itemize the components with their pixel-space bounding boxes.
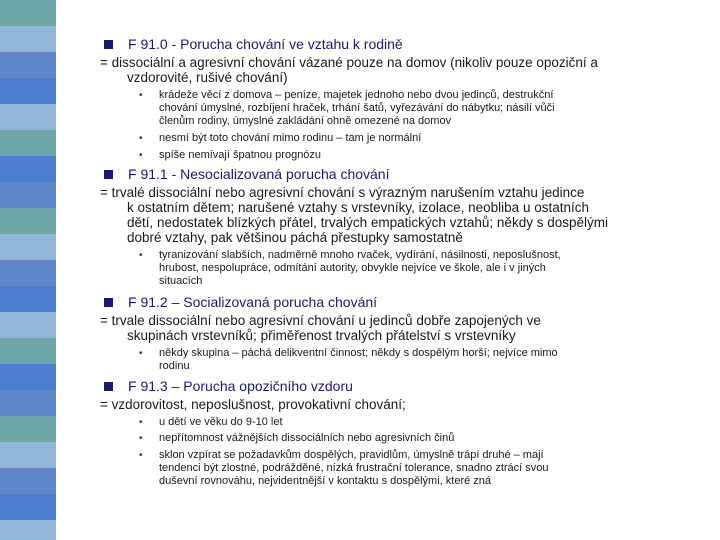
list-bullet: •	[139, 150, 143, 161]
list-item-line: chování úmyslné, rozbíjení hraček, trhání šatů, vyřezávání do nábytku; násilí vůči	[159, 102, 555, 114]
section-definition-line: dětí, nedostatek blízkých přátel, trvalých empatických vztahů; někdy s dospělými	[127, 215, 608, 230]
list-item-line: nepřítomnost vážnějších dissociálních nebo agresivních činů	[159, 432, 455, 444]
list-bullet: •	[139, 450, 143, 461]
section-definition-line: dobré vztahy, pak většinou páchá přestupky samostatně	[127, 230, 463, 245]
list-item-line: sklon vzpírat se požadavkům dospělých, pravidlům, úmyslně trápí druhé – mají	[159, 449, 544, 461]
section-heading-f911: F 91.1 - Nesocializovaná porucha chování	[128, 166, 390, 182]
list-item-line: spíše nemívají špatnou prognózu	[159, 149, 322, 161]
heading-bullet-square	[104, 40, 113, 49]
list-item-line: rodinu	[159, 360, 190, 372]
section-definition-line: = trvalé dissociální nebo agresivní chování s výrazným narušením vztahu jedince	[100, 185, 585, 200]
list-bullet: •	[139, 133, 143, 144]
section-definition-line: = dissociální a agresivní chování vázané pouze na domov (nikoliv pouze opoziční a	[100, 55, 598, 70]
list-item-line: hrubost, nespolupráce, odmítání autority, obvykle nejvíce ve škole, ale i v jiných	[159, 262, 546, 274]
heading-bullet-square	[104, 298, 113, 307]
list-bullet: •	[139, 250, 143, 261]
list-item-line: tyranizování slabších, nadměrně mnoho rvaček, vydírání, násilnosti, neposlušnost,	[159, 249, 561, 261]
list-item-line: někdy skupina – páchá delikventní činnost; někdy s dospělým horší; nejvíce mimo	[159, 347, 558, 359]
list-item-line: situacích	[159, 275, 203, 287]
section-definition-line: skupinách vrstevníků; přiměřenost trvalých přátelství s vrstevníky	[127, 328, 516, 343]
list-item-line: krádeže věcí z domova – peníze, majetek jednoho nebo dvou jedinců, destrukční	[159, 89, 554, 101]
section-definition-line: vzdorovité, rušivé chování)	[127, 70, 288, 85]
heading-bullet-square	[104, 382, 113, 391]
list-item-line: tendenci být zlostné, podrážděné, nízká frustrační tolerance, snadno ztrácí svou	[159, 462, 549, 474]
list-bullet: •	[139, 433, 143, 444]
list-item-line: členům rodiny, úmyslné zakládání ohně omezené na domov	[159, 115, 452, 127]
section-definition-line: k ostatním dětem; narušené vztahy s vrstevníky, izolace, neobliba u ostatních	[127, 200, 589, 215]
section-heading-f910: F 91.0 - Porucha chování ve vztahu k rodině	[128, 36, 403, 52]
list-bullet: •	[139, 90, 143, 101]
section-definition-line: = vzdorovitost, neposlušnost, provokativní chování;	[100, 397, 406, 412]
section-definition-line: = trvale dissociální nebo agresivní chování u jedinců dobře zapojených ve	[100, 313, 541, 328]
section-heading-f913: F 91.3 – Porucha opozičního vzdoru	[128, 378, 353, 394]
list-bullet: •	[139, 417, 143, 428]
heading-bullet-square	[104, 170, 113, 179]
list-bullet: •	[139, 348, 143, 359]
list-item-line: duševní rovnováhu, nejvidentnější v kontaktu s dospělými, které zná	[159, 475, 492, 487]
section-heading-f912: F 91.2 – Socializovaná porucha chování	[128, 294, 378, 310]
list-item-line: nesmí být toto chování mimo rodinu – tam je normální	[159, 132, 422, 144]
list-item-line: u dětí ve věku do 9-10 let	[159, 416, 283, 428]
